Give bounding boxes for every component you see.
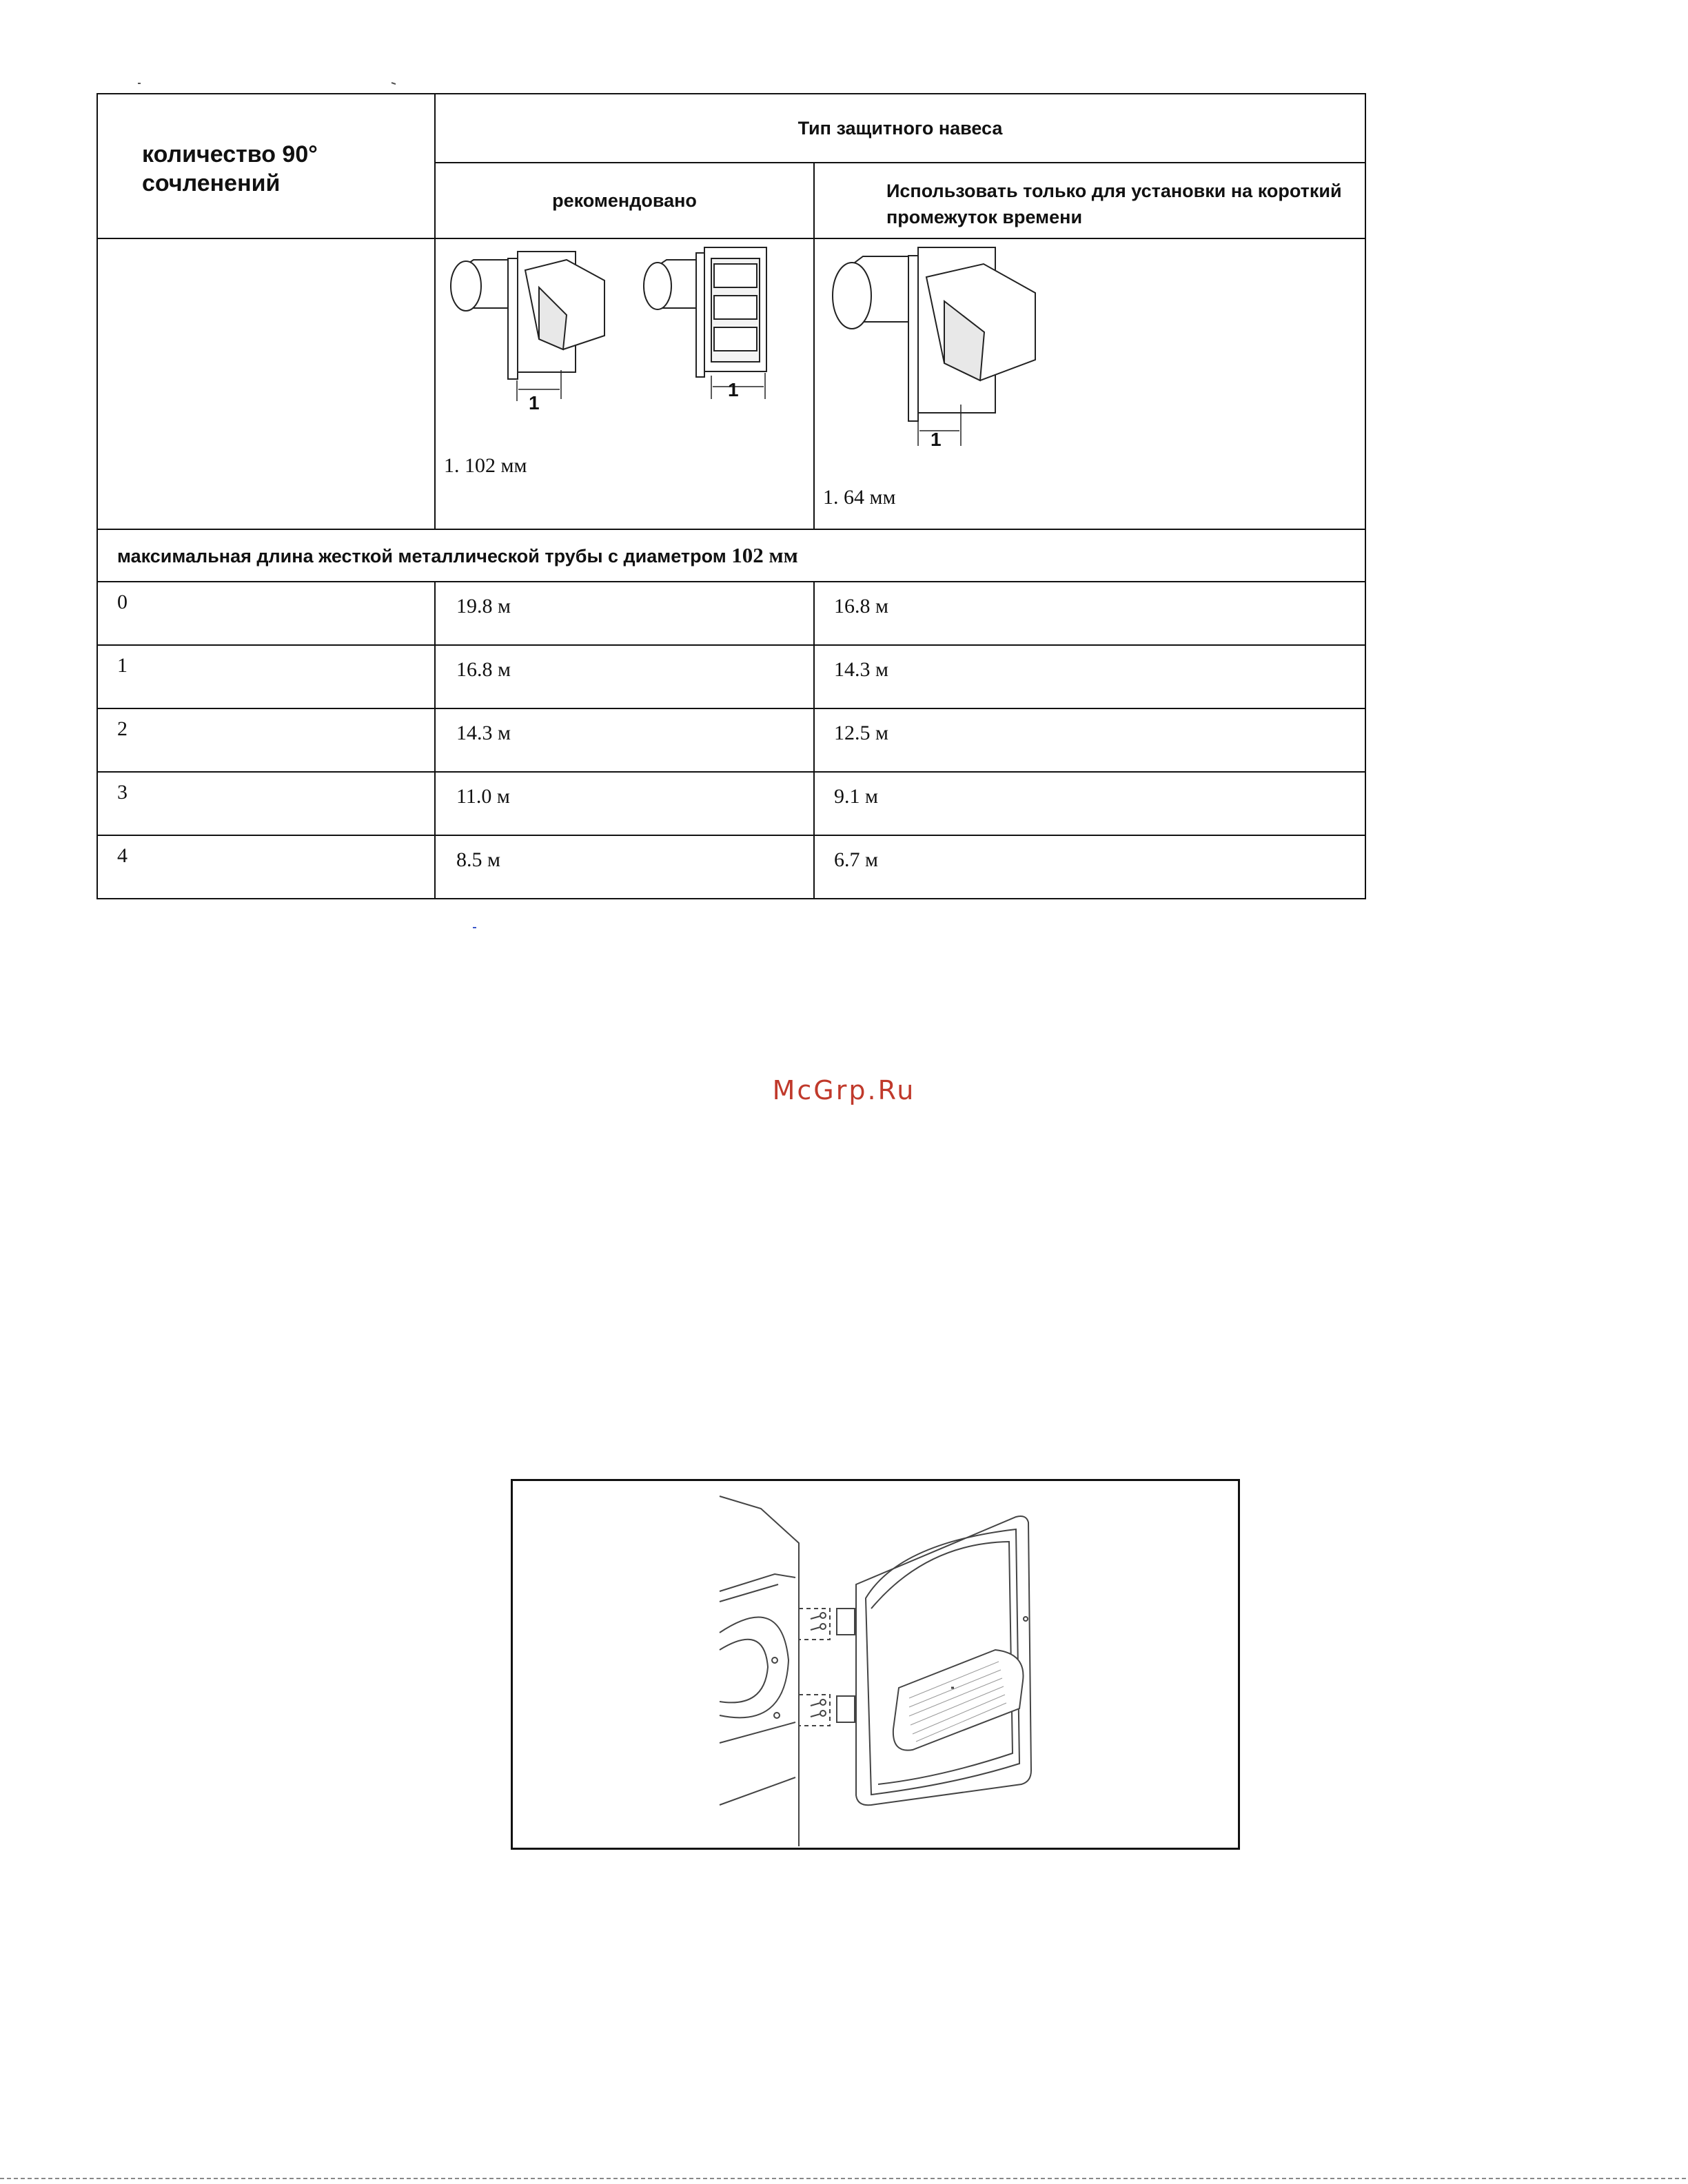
dimension-label: 1 <box>931 429 942 450</box>
stray-mark <box>473 927 476 928</box>
empty-image-cell <box>97 238 435 529</box>
bends-cell: 0 <box>97 582 435 645</box>
short-term-length-cell: 14.3 м <box>814 645 1365 708</box>
recommended-length-cell: 11.0 м <box>435 772 814 835</box>
watermark: McGrp.Ru <box>772 1075 916 1105</box>
recommended-length-cell: 16.8 м <box>435 645 814 708</box>
page-scribble <box>138 81 400 85</box>
vent-hood-icon <box>451 252 604 401</box>
dimension-label: 1 <box>728 379 739 400</box>
table-row <box>97 645 1365 708</box>
bends-cell: 3 <box>97 772 435 835</box>
recommended-length-cell: 8.5 м <box>435 835 814 899</box>
bends-cell: 2 <box>97 708 435 772</box>
recommended-hoods-cell <box>435 238 814 529</box>
short-term-length-cell: 12.5 м <box>814 708 1365 772</box>
screw-icon <box>811 1613 826 1717</box>
table-row <box>97 835 1365 899</box>
short-term-length-cell: 16.8 м <box>814 582 1365 645</box>
table-row <box>97 708 1365 772</box>
recommended-length-cell: 19.8 м <box>435 582 814 645</box>
bends-count-header: количество 90° сочленений <box>97 94 435 238</box>
bends-cell: 1 <box>97 645 435 708</box>
vent-hood-icon <box>833 247 1035 446</box>
subheader-text: максимальная длина жесткой металлической трубы с диаметром <box>117 546 732 567</box>
hood-type-header: Тип защитного навеса <box>435 94 1365 163</box>
recommended-hoods-drawing <box>436 239 815 529</box>
louvered-vent-icon <box>644 247 766 399</box>
table-row <box>97 582 1365 645</box>
recommended-caption: 1. 102 мм <box>444 454 527 477</box>
bends-cell: 4 <box>97 835 435 899</box>
short-term-length-cell: 6.7 м <box>814 835 1365 899</box>
short-term-length-cell: 9.1 м <box>814 772 1365 835</box>
page-bottom-rule <box>0 2178 1688 2179</box>
dimension-label: 1 <box>529 392 540 414</box>
short-term-hood-cell <box>814 238 1365 529</box>
dryer-door-figure <box>511 1479 1240 1850</box>
short-term-header: Использовать только для установки на короткий промежуток времени <box>814 163 1365 238</box>
table-row <box>97 772 1365 835</box>
dryer-door-illustration <box>513 1481 1238 1848</box>
recommended-length-cell: 14.3 м <box>435 708 814 772</box>
subheader-diameter: 102 мм <box>731 543 798 567</box>
recommended-header: рекомендовано <box>435 163 814 238</box>
max-length-subheader <box>97 529 1365 582</box>
short-term-hood-drawing <box>815 239 1366 529</box>
short-term-caption: 1. 64 мм <box>823 486 896 509</box>
vent-length-table <box>96 93 1366 899</box>
